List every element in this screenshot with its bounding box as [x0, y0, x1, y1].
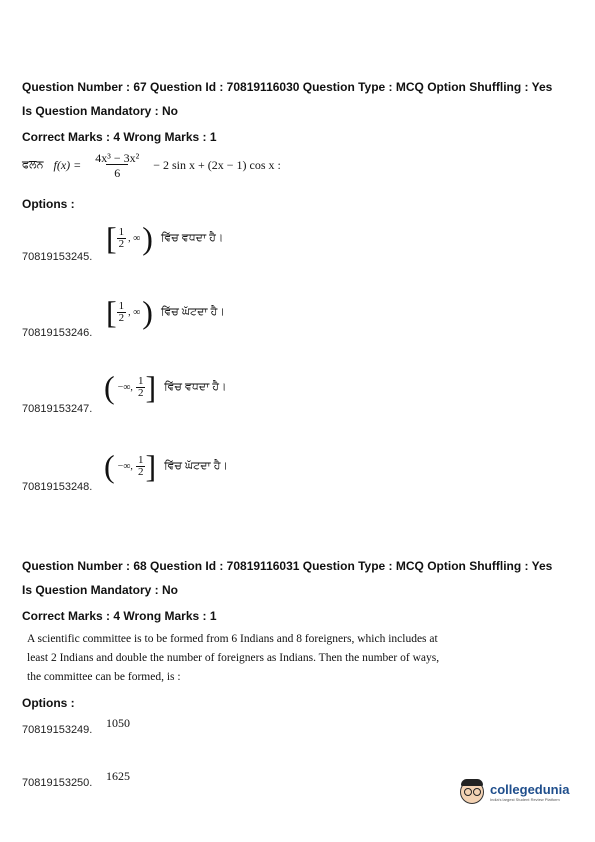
option-math: [106, 222, 223, 254]
close-bracket: ): [142, 294, 153, 330]
interval-tail: , ∞: [128, 306, 141, 318]
fraction-den: 2: [118, 311, 125, 324]
open-bracket: (: [104, 448, 115, 484]
q68-marks: Correct Marks : 4 Wrong Marks : 1: [22, 609, 217, 623]
q67-stem-fraction: [87, 152, 147, 179]
open-bracket: (: [104, 369, 115, 405]
interval-tail: , ∞: [128, 232, 141, 244]
interval-lead: −∞,: [117, 381, 133, 393]
option-id[interactable]: 70819153250.: [22, 777, 93, 789]
fraction-den: 2: [137, 465, 144, 478]
half-fraction: [136, 455, 146, 478]
q68-stem: [27, 630, 439, 687]
q68-stem-line: least 2 Indians and double the number of foreigners as Indians. Then the number of ways,: [27, 652, 440, 664]
option-id[interactable]: 70819153247.: [22, 403, 93, 415]
close-bracket: ]: [145, 369, 157, 405]
mascot-icon: [460, 780, 484, 804]
logo-text: collegedunia: [490, 782, 570, 797]
q67-stem-den: 6: [106, 164, 128, 179]
option-value: 1625: [106, 769, 130, 783]
q67-header: Question Number : 67 Question Id : 70819116030 Question Type : MCQ Option Shuffling : Yes: [22, 80, 553, 94]
option-id[interactable]: 70819153246.: [22, 327, 93, 339]
q68-options-label: Options :: [22, 696, 75, 710]
option-text: ਵਿੱਚ ਘੱਟਦਾ ਹੈ।: [160, 305, 225, 318]
q67-options-label: Options :: [22, 197, 75, 211]
option-interval: [106, 296, 153, 328]
q68-mandatory: Is Question Mandatory : No: [22, 583, 179, 597]
q67-stem-rest: − 2 sin x + (2x − 1) cos x :: [153, 158, 281, 172]
fraction-den: 2: [137, 386, 144, 399]
close-bracket: ]: [145, 448, 157, 484]
option-math: [104, 371, 226, 403]
option-id[interactable]: 70819153248.: [22, 481, 93, 493]
option-text: ਵਿੱਚ ਵਧਦਾ ਹੈ।: [160, 231, 224, 244]
option-math: [106, 296, 225, 328]
option-text: ਵਿੱਚ ਘੱਟਦਾ ਹੈ।: [164, 459, 228, 472]
fraction-den: 2: [118, 237, 125, 250]
q67-stem-fx: f(x) =: [53, 158, 82, 172]
option-id[interactable]: 70819153249.: [22, 724, 93, 736]
option-math: [104, 450, 228, 482]
half-fraction: [136, 376, 146, 399]
option-id[interactable]: 70819153245.: [22, 251, 93, 263]
q68-header: Question Number : 68 Question Id : 70819116031 Question Type : MCQ Option Shuffling : Yes: [22, 559, 553, 573]
q68-stem-line: the committee can be formed, is :: [27, 671, 181, 683]
q68-stem-line: A scientific committee is to be formed from 6 Indians and 8 foreigners, which includes at: [27, 633, 438, 645]
half-fraction: [117, 301, 127, 324]
open-bracket: [: [106, 294, 117, 330]
option-value: 1050: [106, 716, 130, 730]
collegedunia-logo: [460, 780, 569, 804]
q67-stem-label: ਫਲਨ: [22, 159, 44, 171]
fraction-num: 1: [137, 453, 144, 466]
q67-stem: [22, 152, 281, 179]
option-interval: [104, 450, 156, 482]
fraction-num: 1: [118, 225, 125, 238]
half-fraction: [117, 227, 127, 250]
open-bracket: [: [106, 220, 117, 256]
option-text: ਵਿੱਚ ਵਧਦਾ ਹੈ।: [164, 380, 227, 393]
q67-marks: Correct Marks : 4 Wrong Marks : 1: [22, 130, 217, 144]
q67-mandatory: Is Question Mandatory : No: [22, 104, 179, 118]
fraction-num: 1: [137, 374, 144, 387]
close-bracket: ): [142, 220, 153, 256]
q67-stem-num: 4x³ − 3x²: [95, 151, 140, 165]
option-interval: [106, 222, 153, 254]
option-interval: [104, 371, 156, 403]
interval-lead: −∞,: [117, 460, 133, 472]
fraction-num: 1: [118, 299, 125, 312]
logo-tagline: India's largest Student Review Platform: [490, 797, 560, 802]
